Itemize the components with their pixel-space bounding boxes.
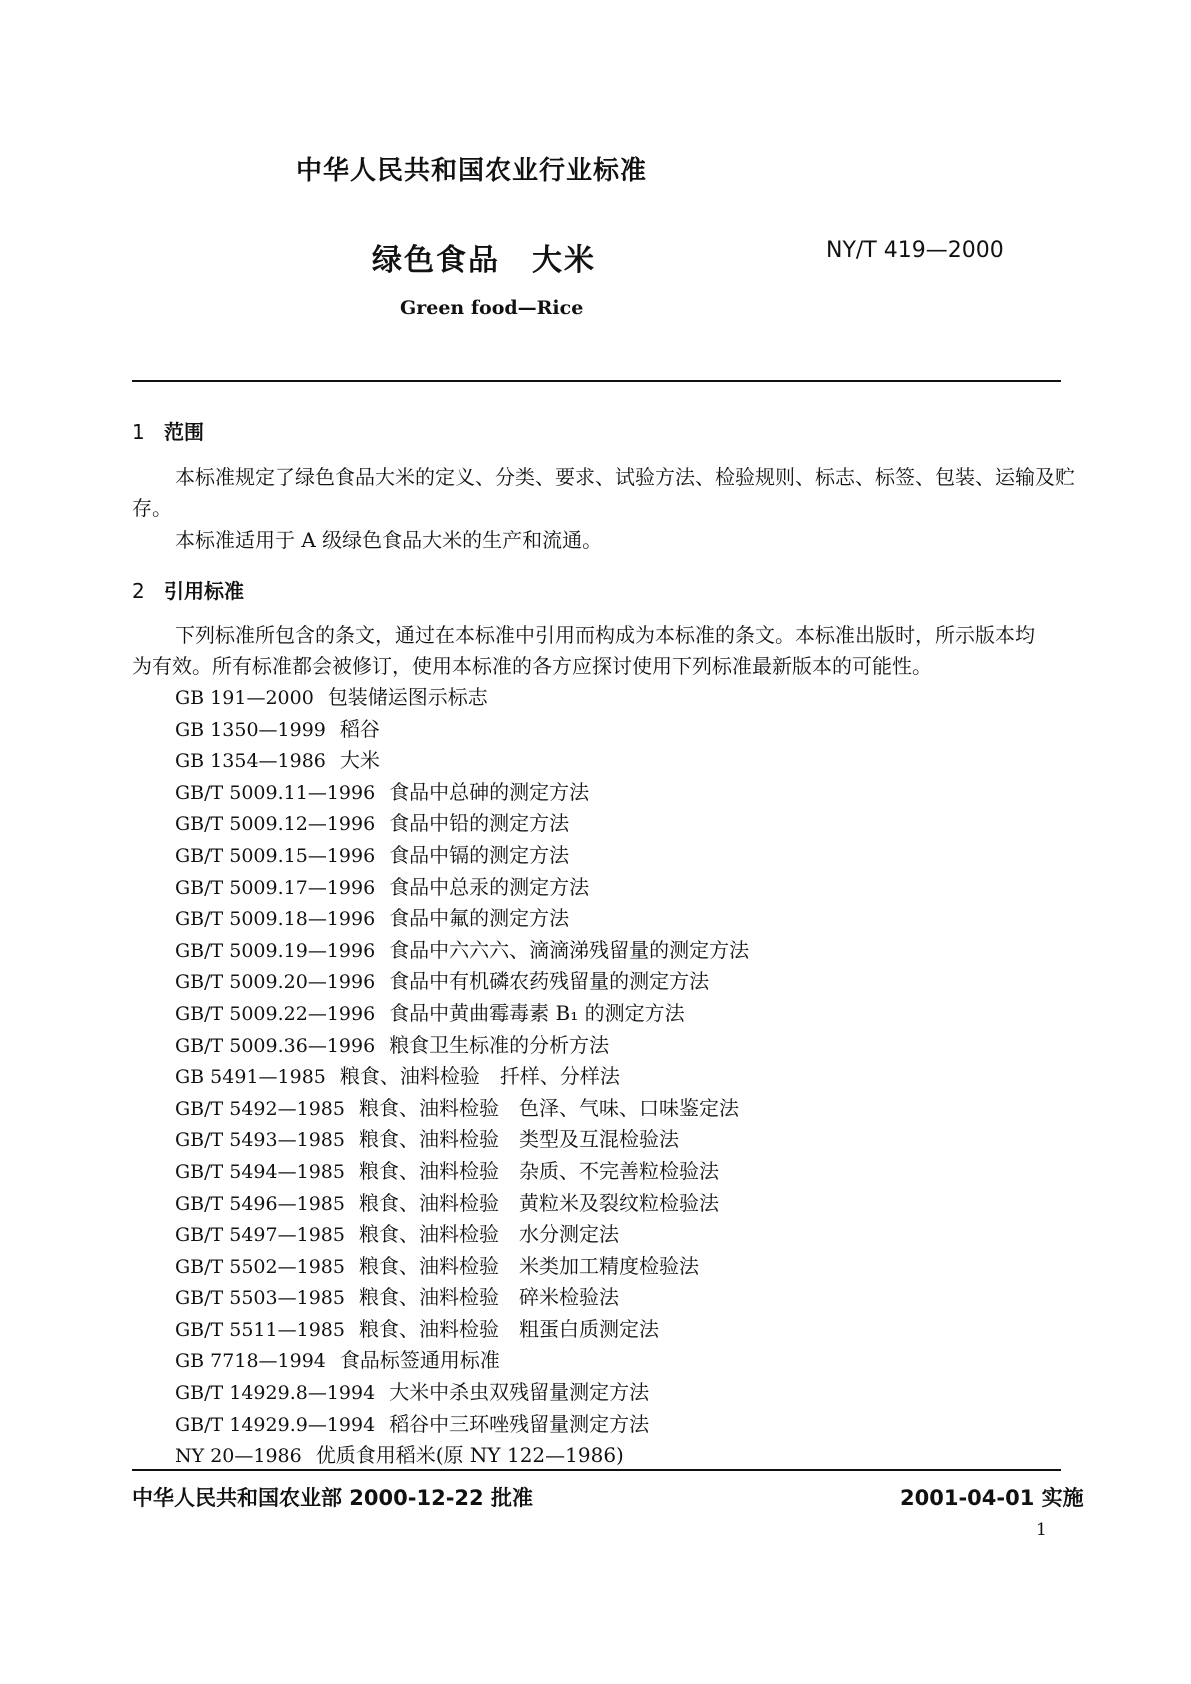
document-title: 绿色食品 大米 — [372, 243, 596, 278]
reference-title: 粮食、油料检验 色泽、气味、口味鉴定法 — [358, 1095, 739, 1120]
reference-code: GB/T 14929.9—1994 — [175, 1413, 376, 1436]
reference-title: 食品中总汞的测定方法 — [389, 874, 590, 899]
reference-title: 食品中铅的测定方法 — [389, 811, 570, 836]
section-1-paragraph-2: 本标准适用于 A 级绿色食品大米的生产和流通。 — [175, 528, 603, 552]
reference-code: GB 1350—1999 — [175, 718, 326, 741]
reference-code: GB/T 14929.8—1994 — [175, 1382, 376, 1405]
reference-item — [175, 840, 749, 872]
reference-title: 大米 — [339, 748, 380, 773]
reference-title: 粮食、油料检验 米类加工精度检验法 — [358, 1253, 699, 1278]
section-1-heading — [132, 416, 204, 445]
reference-code: GB/T 5497—1985 — [175, 1224, 345, 1247]
section-1-paragraph-1-line-1: 本标准规定了绿色食品大米的定义、分类、要求、试验方法、检验规则、标志、标签、包装、运输及贮 — [175, 465, 1075, 489]
reference-title: 粮食、油料检验 杂质、不完善粒检验法 — [358, 1158, 719, 1183]
reference-title: 粮食卫生标准的分析方法 — [389, 1032, 610, 1057]
reference-title: 粮食、油料检验 粗蛋白质测定法 — [358, 1316, 659, 1341]
reference-code: GB/T 5009.22—1996 — [175, 1002, 376, 1025]
section-2-title: 引用标准 — [164, 579, 244, 603]
reference-item — [175, 745, 749, 777]
reference-code: GB/T 5502—1985 — [175, 1255, 345, 1278]
reference-title: 粮食、油料检验 黄粒米及裂纹粒检验法 — [358, 1190, 719, 1215]
reference-title: 粮食、油料检验 水分测定法 — [358, 1222, 619, 1247]
page-number: 1 — [1036, 1520, 1047, 1540]
reference-item — [175, 1030, 749, 1062]
reference-code: GB/T 5503—1985 — [175, 1287, 345, 1310]
reference-item — [175, 714, 749, 746]
reference-title: 粮食、油料检验 类型及互混检验法 — [358, 1127, 679, 1152]
section-1-title: 范围 — [164, 420, 204, 444]
reference-item — [175, 1440, 749, 1472]
reference-title: 食品中总砷的测定方法 — [389, 779, 590, 804]
reference-title: 包装储运图示标志 — [327, 685, 488, 709]
section-2-paragraph-1-line-1: 下列标准所包含的条文，通过在本标准中引用而构成为本标准的条文。本标准出版时，所示版本均 — [175, 623, 1035, 647]
reference-title: 优质食用稻米(原 NY 122—1986) — [315, 1443, 624, 1468]
reference-item — [175, 1377, 749, 1409]
reference-code: GB/T 5009.18—1996 — [175, 908, 376, 931]
reference-item — [175, 1219, 749, 1251]
approval-statement: 中华人民共和国农业部 2000-12-22 批准 — [132, 1486, 533, 1510]
document-title-english: Green food—Rice — [400, 297, 584, 319]
reference-item — [175, 872, 749, 904]
reference-code: GB 1354—1986 — [175, 750, 326, 773]
standard-number: NY/T 419—2000 — [826, 238, 1004, 263]
reference-code: GB/T 5009.15—1996 — [175, 844, 376, 867]
reference-title: 食品中黄曲霉毒素 B₁ 的测定方法 — [389, 1000, 685, 1025]
reference-title: 食品中有机磷农药残留量的测定方法 — [389, 969, 710, 994]
reference-item — [175, 935, 749, 967]
reference-code: GB/T 5009.19—1996 — [175, 939, 376, 962]
reference-title: 稻谷中三环唑残留量测定方法 — [389, 1411, 650, 1436]
reference-item — [175, 1061, 749, 1093]
reference-code: GB/T 5009.36—1996 — [175, 1034, 376, 1057]
reference-code: GB/T 5511—1985 — [175, 1318, 345, 1341]
reference-code: GB/T 5493—1985 — [175, 1129, 345, 1152]
header-divider — [132, 380, 1061, 382]
section-2-number: 2 — [132, 579, 145, 603]
reference-code: GB/T 5009.12—1996 — [175, 813, 376, 836]
reference-list — [175, 682, 749, 1472]
reference-item — [175, 1251, 749, 1283]
reference-code: GB/T 5009.20—1996 — [175, 971, 376, 994]
reference-title: 粮食、油料检验 扦样、分样法 — [339, 1064, 620, 1089]
reference-code: GB/T 5492—1985 — [175, 1097, 345, 1120]
reference-item — [175, 1124, 749, 1156]
effective-date: 2001-04-01 实施 — [900, 1486, 1084, 1510]
reference-code: GB/T 5494—1985 — [175, 1160, 345, 1183]
reference-code: GB/T 5009.17—1996 — [175, 876, 376, 899]
reference-item — [175, 1409, 749, 1441]
reference-item — [175, 1314, 749, 1346]
reference-code: GB 7718—1994 — [175, 1350, 326, 1373]
section-1-number: 1 — [132, 420, 145, 444]
section-1-paragraph-1-line-2: 存。 — [132, 496, 172, 520]
section-2-paragraph-1-line-2: 为有效。所有标准都会被修订，使用本标准的各方应探讨使用下列标准最新版本的可能性。 — [132, 654, 932, 678]
footer-divider — [132, 1469, 1061, 1471]
reference-item — [175, 998, 749, 1030]
reference-item — [175, 777, 749, 809]
reference-code: GB/T 5009.11—1996 — [175, 781, 376, 804]
reference-item — [175, 682, 749, 714]
reference-code: GB 5491—1985 — [175, 1066, 326, 1089]
reference-code: NY 20—1986 — [175, 1445, 302, 1468]
section-2-heading — [132, 575, 244, 604]
issuing-body: 中华人民共和国农业行业标准 — [296, 156, 648, 186]
reference-item — [175, 1345, 749, 1377]
reference-item — [175, 1282, 749, 1314]
reference-code: GB 191—2000 — [175, 687, 314, 709]
reference-item — [175, 1156, 749, 1188]
reference-title: 食品中氟的测定方法 — [389, 906, 570, 931]
reference-title: 粮食、油料检验 碎米检验法 — [358, 1285, 619, 1310]
reference-code: GB/T 5496—1985 — [175, 1192, 345, 1215]
reference-title: 食品中镉的测定方法 — [389, 842, 570, 867]
reference-title: 大米中杀虫双残留量测定方法 — [389, 1380, 650, 1405]
reference-title: 食品标签通用标准 — [339, 1348, 500, 1373]
reference-title: 稻谷 — [339, 716, 380, 741]
reference-item — [175, 1093, 749, 1125]
reference-item — [175, 903, 749, 935]
reference-item — [175, 966, 749, 998]
reference-title: 食品中六六六、滴滴涕残留量的测定方法 — [389, 937, 750, 962]
reference-item — [175, 808, 749, 840]
reference-item — [175, 1188, 749, 1220]
